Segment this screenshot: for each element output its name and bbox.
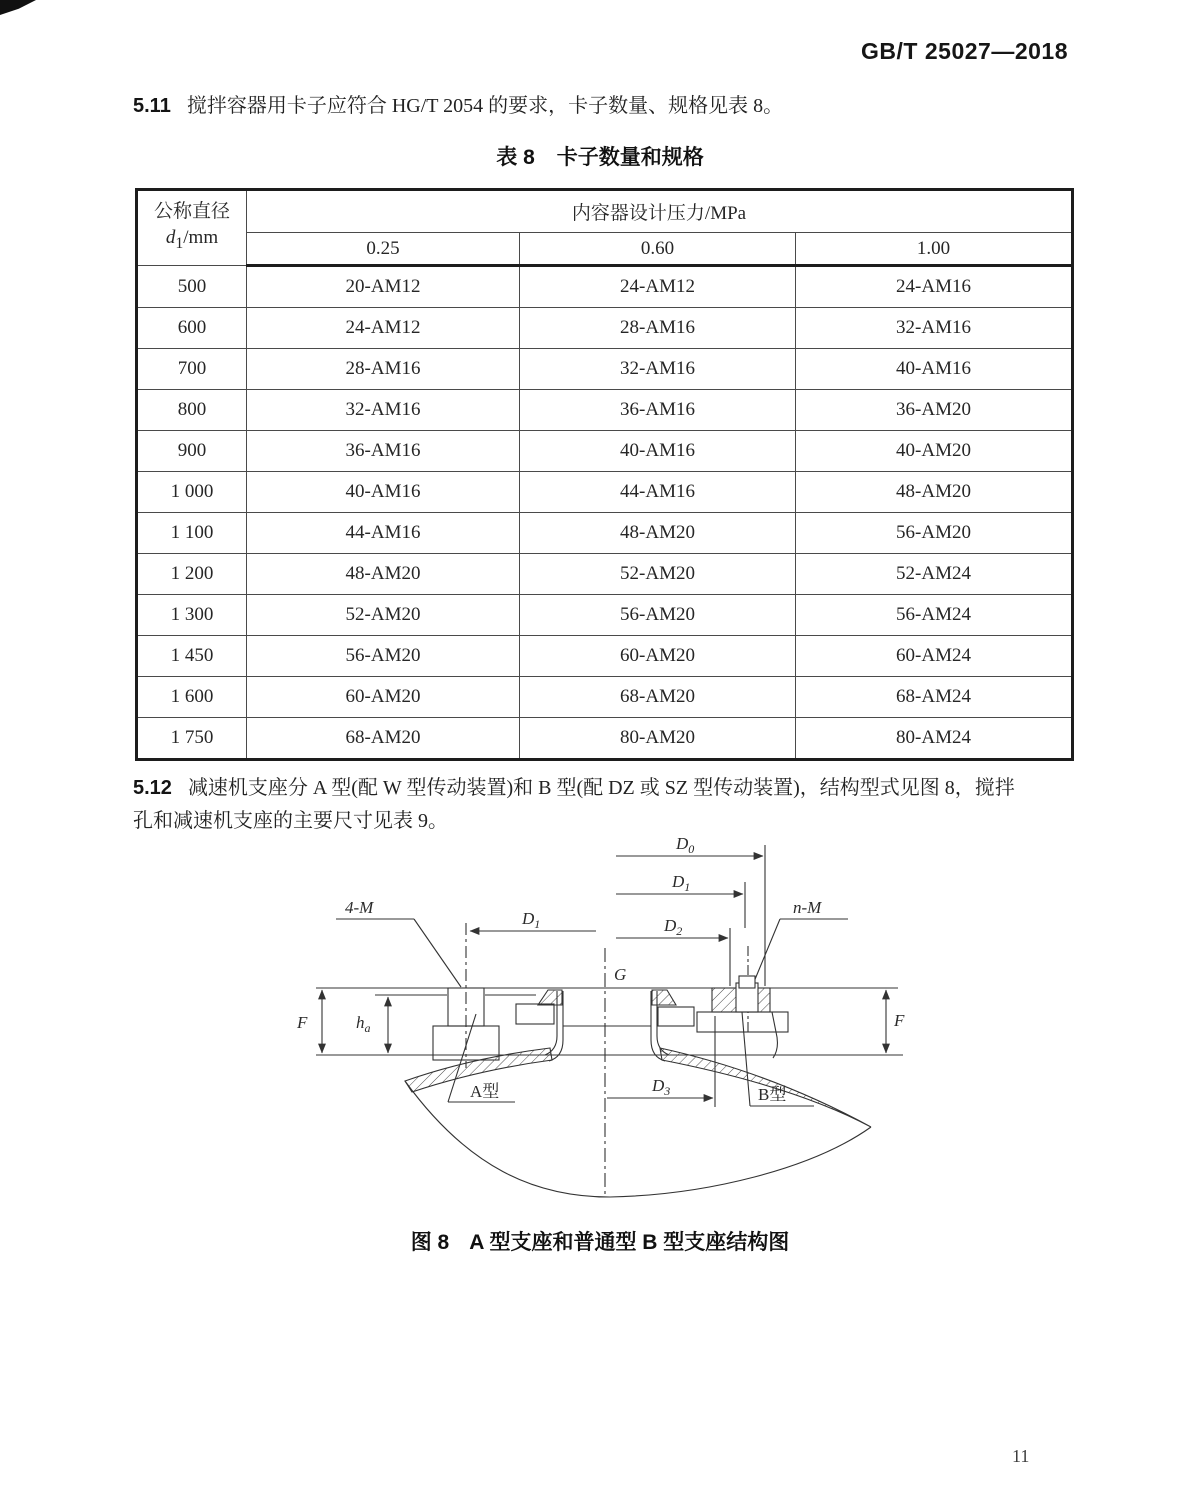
cell: 68-AM24	[796, 677, 1073, 718]
cell: 40-AM16	[247, 472, 520, 513]
flange-hatch-right	[652, 990, 676, 1005]
label-F-right: F	[894, 1011, 905, 1030]
table8-title-prefix: 表 8	[496, 146, 535, 169]
leader-4M	[414, 919, 461, 987]
cell: 52-AM24	[796, 554, 1073, 595]
table-row	[137, 718, 1073, 760]
cell-d: 700	[137, 349, 247, 390]
cell: 60-AM20	[247, 677, 520, 718]
label-ha: $h_a$	[356, 1013, 371, 1035]
label-D0: $D_0$	[676, 835, 695, 856]
table8-title	[0, 141, 1200, 171]
figure8-caption-prefix: 图 8	[410, 1231, 450, 1254]
cell: 36-AM16	[520, 390, 796, 431]
table-row	[137, 472, 1073, 513]
header-d-unit: /mm	[183, 227, 219, 249]
label-nM: n-M	[793, 898, 822, 917]
table-row	[137, 349, 1073, 390]
cell: 56-AM20	[247, 636, 520, 677]
cell: 48-AM20	[247, 554, 520, 595]
cell: 56-AM24	[796, 595, 1073, 636]
flange-ring-left	[516, 1004, 554, 1024]
header-d-symbol: d	[165, 227, 176, 249]
cell: 24-AM12	[247, 308, 520, 349]
flange-ring-right	[658, 1007, 694, 1026]
header-pressure-025: 0.25	[247, 233, 520, 266]
figure8-caption	[0, 1226, 1200, 1256]
cell: 28-AM16	[247, 349, 520, 390]
cell: 56-AM20	[520, 595, 796, 636]
cell: 52-AM20	[520, 554, 796, 595]
technical-drawing-svg	[288, 835, 913, 1210]
cell: 52-AM20	[247, 595, 520, 636]
cell: 40-AM20	[796, 431, 1073, 472]
cell-d: 1 100	[137, 513, 247, 554]
cell: 24-AM12	[520, 266, 796, 308]
cell-d: 1 450	[137, 636, 247, 677]
cell: 60-AM24	[796, 636, 1073, 677]
cell: 20-AM12	[247, 266, 520, 308]
cell: 28-AM16	[520, 308, 796, 349]
table8-title-text: 卡子数量和规格	[556, 146, 704, 169]
clause-line-2: 孔和减速机支座的主要尺寸见表 9。	[133, 810, 448, 832]
cell-d: 1 000	[137, 472, 247, 513]
cell: 32-AM16	[247, 390, 520, 431]
table-row	[137, 554, 1073, 595]
table-row	[137, 431, 1073, 472]
cell: 44-AM16	[247, 513, 520, 554]
cell-d: 1 300	[137, 595, 247, 636]
cell-d: 600	[137, 308, 247, 349]
table8	[135, 188, 1074, 761]
cell: 32-AM16	[796, 308, 1073, 349]
figure8-caption-text: A 型支座和普通型 B 型支座结构图	[469, 1231, 790, 1254]
flange-hatch-left	[538, 990, 562, 1005]
cell-d: 1 750	[137, 718, 247, 760]
cell-d: 500	[137, 266, 247, 308]
figure8-drawing	[288, 835, 913, 1210]
label-D1-left: $D_1$	[522, 909, 541, 931]
cell: 36-AM16	[247, 431, 520, 472]
label-4M: 4-M	[345, 898, 374, 917]
label-type-B: B型	[758, 1085, 787, 1104]
cell: 32-AM16	[520, 349, 796, 390]
header-design-pressure: 内容器设计压力/MPa	[247, 190, 1073, 233]
label-F-left: F	[297, 1013, 308, 1032]
header-pressure-060: 0.60	[520, 233, 796, 266]
clause-line-1	[133, 772, 1075, 805]
cell: 56-AM20	[796, 513, 1073, 554]
leader-typeB	[742, 1012, 750, 1106]
table-row	[137, 390, 1073, 431]
cell: 36-AM20	[796, 390, 1073, 431]
header-nominal-diameter-line1: 公称直径	[153, 201, 230, 223]
clause-5-12	[133, 772, 1075, 838]
cell: 68-AM20	[520, 677, 796, 718]
page-number: 11	[1012, 1446, 1030, 1466]
clause-text-line1: 减速机支座分 A 型(配 W 型传动装置)和 B 型(配 DZ 或 SZ 型传动装置)，结构型式见图 8，搅拌	[187, 777, 1015, 799]
header-pressure-100: 1.00	[796, 233, 1073, 266]
clause-number: 5.12	[133, 777, 172, 799]
header-nominal-diameter	[137, 190, 247, 266]
label-type-A: A型	[470, 1082, 500, 1101]
cell-d: 1 200	[137, 554, 247, 595]
label-G: G	[614, 965, 627, 984]
table-row	[137, 636, 1073, 677]
cell: 48-AM20	[796, 472, 1073, 513]
label-D2: $D_2$	[664, 916, 683, 938]
table-row	[137, 513, 1073, 554]
table-row	[137, 677, 1073, 718]
cell: 68-AM20	[247, 718, 520, 760]
b-support-skirt	[772, 1012, 777, 1058]
cell-d: 800	[137, 390, 247, 431]
cell-d: 1 600	[137, 677, 247, 718]
b-support-stud	[739, 976, 755, 988]
cell: 44-AM16	[520, 472, 796, 513]
clause-text: 搅拌容器用卡子应符合 HG/T 2054 的要求，卡子数量、规格见表 8。	[186, 95, 784, 117]
cell: 60-AM20	[520, 636, 796, 677]
standard-number: GB/T 25027—2018	[861, 38, 1068, 64]
clause-5-11	[133, 90, 1075, 123]
table-row	[137, 266, 1073, 308]
cell: 80-AM24	[796, 718, 1073, 760]
table-row	[137, 595, 1073, 636]
cell: 40-AM16	[520, 431, 796, 472]
cell: 80-AM20	[520, 718, 796, 760]
cell: 24-AM16	[796, 266, 1073, 308]
header-d-subscript: 1	[175, 234, 184, 252]
cell: 48-AM20	[520, 513, 796, 554]
cell-d: 900	[137, 431, 247, 472]
table-row	[137, 308, 1073, 349]
label-D3: $D_3$	[652, 1076, 671, 1098]
cell: 40-AM16	[796, 349, 1073, 390]
clause-number: 5.11	[133, 95, 171, 117]
label-D1-right: $D_1$	[672, 872, 691, 894]
scan-corner-artifact	[0, 0, 36, 15]
